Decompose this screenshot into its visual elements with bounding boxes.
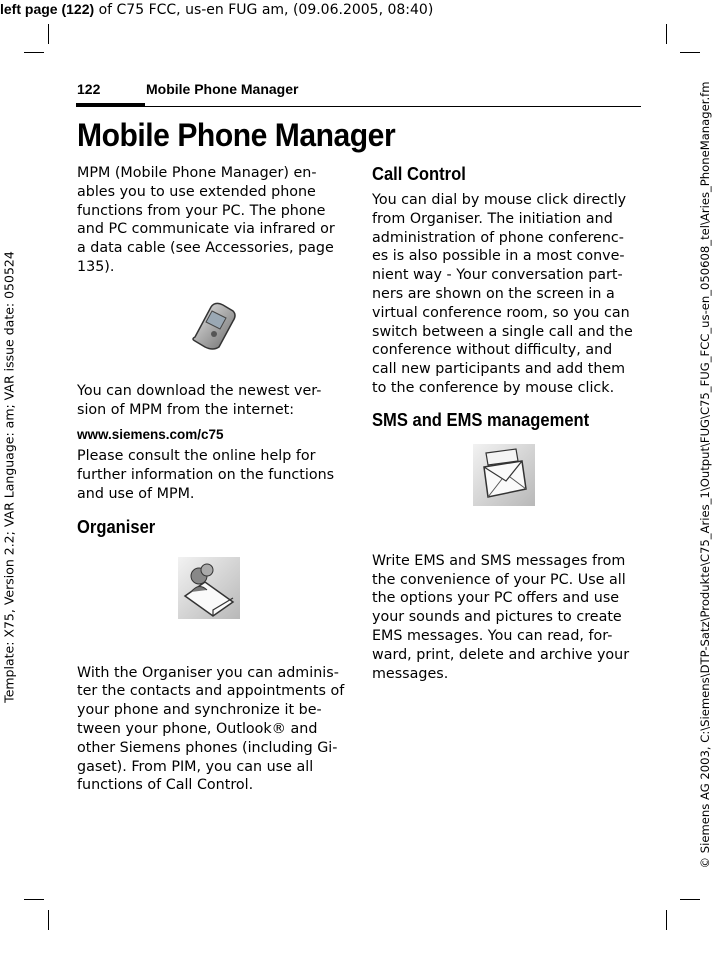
call-control-paragraph: You can dial by mouse click directly from Organiser. The initiation and administration of phone conferenc-es is also possible in a most conve-nient way - Your conversation part-ners are shown on the screen in a virtual conference room, so you can switch between a single call and the conference without difficulty, and call new participants and add them to the conference by mouse click.	[372, 192, 633, 396]
organiser-icon	[177, 556, 241, 620]
website-url: www.siemens.com/c75	[77, 427, 224, 443]
running-header-title: Mobile Phone Manager	[146, 81, 299, 97]
header-rule	[145, 106, 641, 107]
print-slug	[0, 1, 433, 18]
crop-mark	[48, 24, 49, 44]
organiser-paragraph: With the Organiser you can adminis-ter the contacts and appointments of your phone and synchronize it be-tween your phone, Outlook® and other Siemens phones (including Gi-gaset). From PIM, you can use all functions of Call Control.	[77, 664, 345, 794]
envelope-icon	[472, 443, 536, 507]
crop-mark	[24, 899, 44, 900]
page-title: Mobile Phone Manager	[77, 117, 396, 153]
crop-mark	[680, 899, 700, 900]
slug-rest: of C75 FCC, us-en FUG am, (09.06.2005, 08:40)	[94, 2, 434, 18]
template-info: Template: X75, Version 2.2; VAR Language: am; VAR issue date: 050524	[1, 251, 17, 703]
phone-image	[77, 277, 347, 382]
header-rule-thick	[76, 103, 145, 107]
crop-mark	[680, 52, 700, 53]
call-control-heading: Call Control	[372, 164, 466, 184]
left-column	[77, 164, 347, 795]
right-column	[372, 164, 642, 683]
slug-bold: left page (122)	[0, 1, 95, 17]
crop-mark	[24, 52, 44, 53]
page-number: 122	[77, 81, 101, 97]
mobile-phone-icon	[181, 297, 245, 351]
copyright-path: © Siemens AG 2003, C:\Siemens\DTP-Satz\Produkte\C75_Aries_1\Output\FUG\C75_FUG_FCC_us-en_050608_tel\Aries_PhoneManager.fm	[698, 81, 712, 869]
organiser-image	[77, 538, 347, 664]
crop-mark	[48, 910, 49, 930]
sms-image	[372, 431, 642, 552]
crop-mark	[666, 24, 667, 44]
sms-heading: SMS and EMS management	[372, 409, 590, 430]
crop-mark	[666, 910, 667, 930]
help-paragraph: Please consult the online help for further information on the functions and use of MPM.	[77, 448, 335, 502]
download-paragraph: You can download the newest ver-sion of MPM from the internet:	[77, 382, 322, 418]
intro-paragraph: MPM (Mobile Phone Manager) en-ables you to use extended phone functions from your PC. The phone and PC communicate via infrared or a data cable (see Accessories, page 135).	[77, 165, 335, 275]
organiser-heading: Organiser	[77, 516, 156, 537]
sms-paragraph: Write EMS and SMS messages from the convenience of your PC. Use all the options your PC offers and use your sounds and pictures to create EMS messages. You can read, for-ward, print, delete and archive your messages.	[372, 552, 630, 682]
